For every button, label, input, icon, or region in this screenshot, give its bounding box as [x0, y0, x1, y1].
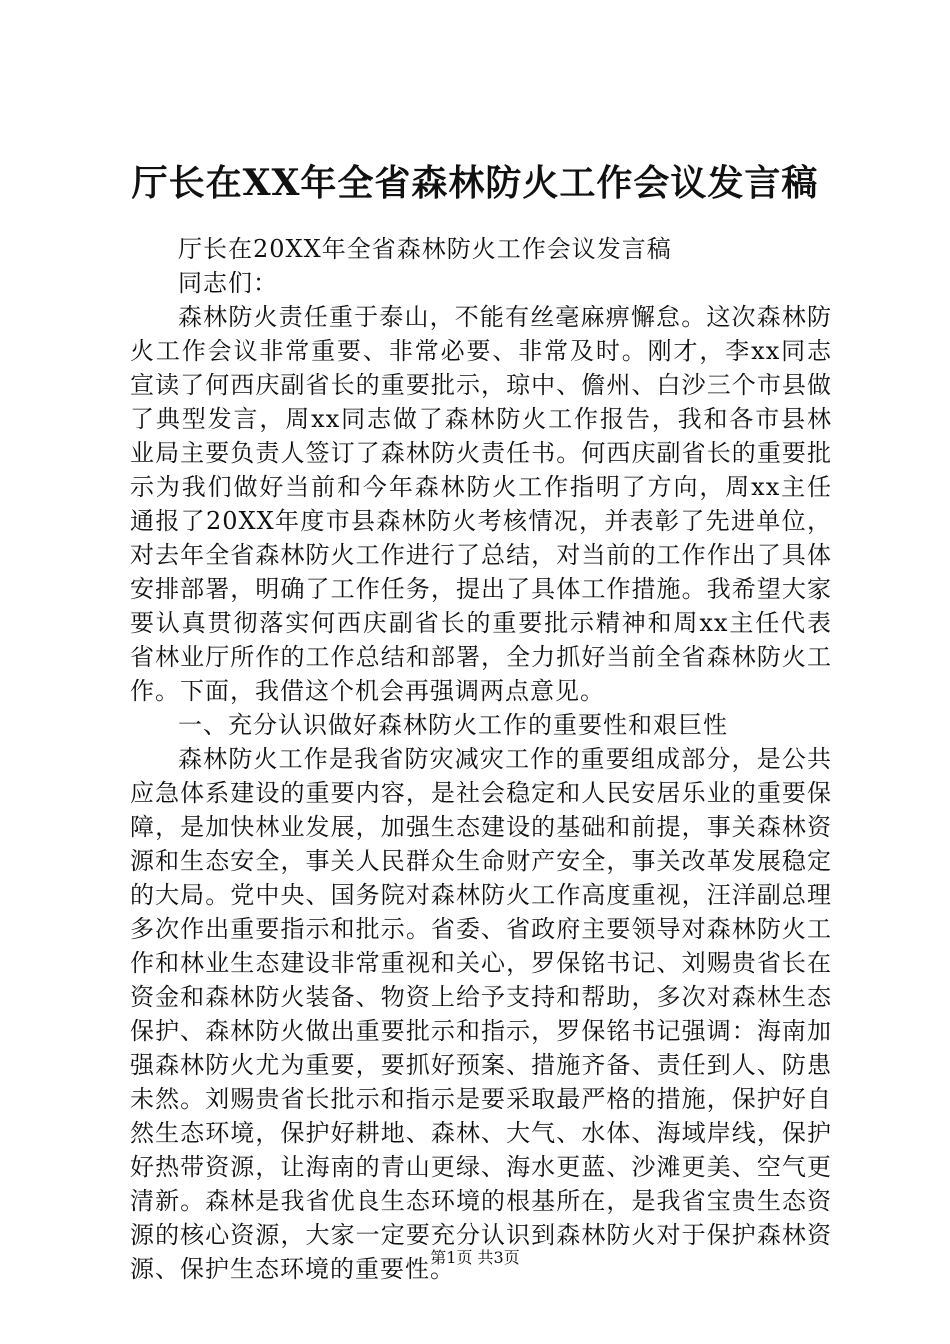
subtitle: 厅长在20XX年全省森林防火工作会议发言稿 — [178, 235, 672, 263]
document-body — [130, 232, 832, 1286]
page-footer: 第1页 共3页 — [430, 1248, 520, 1267]
paragraph-section-1: 森林防火工作是我省防灾减灾工作的重要组成部分，是公共应急体系建设的重要内容，是社会稳定和人民安居乐业的重要保障，是加快林业发展，加强生态建设的基础和前提，事关森林资源和生态安全，事关人民群众生命财产安全，事关改革发展稳定的大局。党中央、国务院对森林防火工作高度重视，汪洋副总理多次作出重要指示和批示。省委、省政府主要领导对森林防火工作和林业生态建设非常重视和关心，罗保铭书记、刘赐贵省长在资金和森林防火装备、物资上给予支持和帮助，多次对森林生态保护、森林防火做出重要批示和指示，罗保铭书记强调：海南加强森林防火尤为重要，要抓好预案、措施齐备、责任到人、防患未然。刘赐贵省长批示和指示是要采取最严格的措施，保护好自然生态环境，保护好耕地、森林、大气、水体、海域岸线，保护好热带资源，让海南的青山更绿、海水更蓝、沙滩更美、空气更清新。森林是我省优良生态环境的根基所在，是我省宝贵生态资源的核心资源，大家一定要充分认识到森林防火对于保护森林资源、保护生态环境的重要性。 — [130, 745, 832, 1283]
section-heading-1: 一、充分认识做好森林防火工作的重要性和艰巨性 — [178, 711, 728, 739]
page-title: 厅长在XX年全省森林防火工作会议发言稿 — [131, 162, 819, 204]
salutation: 同志们： — [178, 269, 278, 297]
paragraph-opening: 森林防火责任重于泰山，不能有丝毫麻痹懈怠。这次森林防火工作会议非常重要、非常必要、非常及时。刚才，李xx同志宣读了何西庆副省长的重要批示，琼中、儋州、白沙三个市县做了典型发言，周xx同志做了森林防火工作报告，我和各市县林业局主要负责人签订了森林防火责任书。何西庆副省长的重要批示为我们做好当前和今年森林防火工作指明了方向，周xx主任通报了20XX年度市县森林防火考核情况，并表彰了先进单位，对去年全省森林防火工作进行了总结，对当前的工作作出了具体安排部署，明确了工作任务，提出了具体工作措施。我希望大家要认真贯彻落实何西庆副省长的重要批示精神和周xx主任代表省林业厅所作的工作总结和部署，全力抓好当前全省森林防火工作。下面，我借这个机会再强调两点意见。 — [130, 303, 832, 705]
